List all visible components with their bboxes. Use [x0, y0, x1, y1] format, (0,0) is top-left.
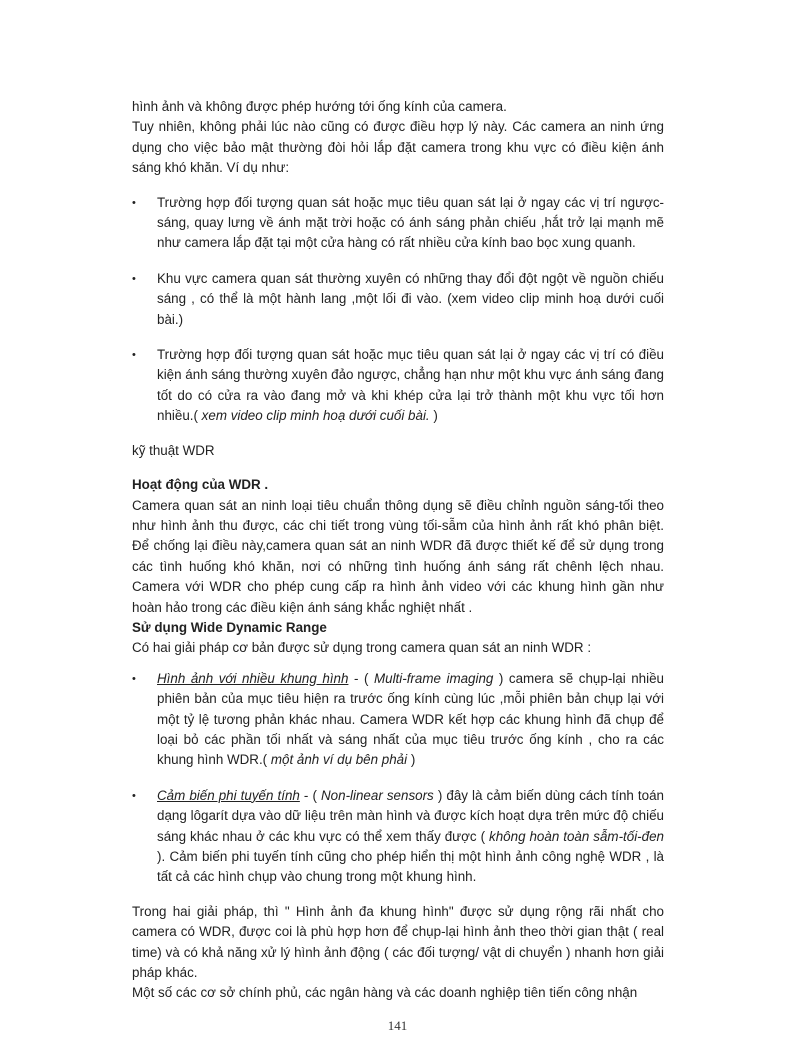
bullet-icon: •: [132, 789, 136, 802]
usage-heading: Sử dụng Wide Dynamic Range: [132, 619, 327, 635]
operation-body: Camera quan sát an ninh loại tiêu chuẩn thông dụng sẽ điều chỉnh nguồn sáng-tối theo như hình ảnh thu được, các chi tiết trong vùng tối-sẫm của hình ảnh rất khó phân biệt. Để chống lại điều này,camera quan sát an ninh WDR đã được thiết kế để sử dụng trong các tình huống khó khăn, nơi có những tình huống ánh sáng rất chênh lệch nhau. Camera với WDR cho phép cung cấp ra hình ảnh video với các khung hình gần như hoàn hảo trong các điều kiện ánh sáng khắc nghiệt nhất .: [132, 497, 664, 615]
solution-italic-note: không hoàn toàn sẫm-tối-đen: [489, 828, 664, 844]
usage-intro: Có hai giải pháp cơ bản được sử dụng trong camera quan sát an ninh WDR :: [132, 640, 592, 656]
list-item: [132, 345, 664, 427]
document-page: [132, 97, 664, 1004]
solution-italic-note: một ảnh ví dụ bên phải: [270, 752, 408, 768]
wdr-solutions-list: [132, 669, 664, 888]
list-item: [132, 669, 664, 771]
solution-english: Multi-frame imaging: [373, 670, 494, 686]
bullet-icon: •: [132, 272, 136, 285]
page-number: 141: [387, 1018, 408, 1033]
solution-sep: - (: [299, 787, 322, 803]
intro-line-1: hình ảnh và không được phép hướng tới ống kính của camera.: [132, 99, 507, 114]
case-text: Trường hợp đối tượng quan sát hoặc mục tiêu quan sát lại ở ngay các vị trí có điều kiện ánh sáng thường xuyên đảo ngược, chẳng hạn như một khu vực ánh sáng đang tốt do có cửa ra vào đang mở và khi khép cửa lại trở thành một khu vực tối hơn nhiều.(: [157, 347, 664, 424]
case-text: Trường hợp đối tượng quan sát hoặc mục tiêu quan sát lại ở ngay các vị trí ngược-sáng, quay lưng về ánh mặt trời hoặc có ánh sáng phản chiếu ,hắt trở lại mạnh mẽ như camera lắp đặt tại một cửa hàng có rất nhiều cửa kính bao bọc xung quanh.: [157, 194, 664, 251]
case-text: Khu vực camera quan sát thường xuyên có những thay đổi đột ngột về nguồn chiếu sáng , có thể là một hành lang ,một lối đi vào. (xem video clip minh hoạ dưới cuối bài.): [157, 270, 664, 327]
list-item: [132, 786, 664, 888]
operation-heading: Hoạt động của WDR .: [132, 477, 269, 493]
solution-term: Hình ảnh với nhiều khung hình: [157, 670, 349, 686]
solution-body: ) camera sẽ chụp-lại nhiều phiên bản của mục tiêu hiện ra trước ống kính cùng lúc ,mỗi phiên bản chụp lại với một tỷ lệ tương phản khác nhau. Camera WDR kết hợp các khung hình đã chụp để loại bỏ các phần tối nhất và sáng nhất của mục tiêu trước ống kính , cho ra các khung hình WDR.(: [157, 670, 664, 768]
solution-body: ) đây là cảm biến dùng cách tính toán dạng lôgarít dựa vào dữ liệu trên màn hình và được kích hoạt dựa trên mức độ chiếu sáng khác nhau ở các khu vực có thể xem thấy được (: [157, 787, 664, 844]
lighting-cases-list: [132, 193, 664, 427]
intro-paragraph: Tuy nhiên, không phải lúc nào cũng có được điều hợp lý này. Các camera an ninh ứng dụng cho việc bảo mật thường đòi hỏi lắp đặt camera trong khu vực có điều kiện ánh sáng khó khăn. Ví dụ như:: [132, 119, 664, 176]
closing-paragraph: Trong hai giải pháp, thì " Hình ảnh đa khung hình" được sử dụng rộng rãi nhất cho camera có WDR, được coi là phù hợp hơn để chụp-lại hình ảnh theo thời gian thật ( real time) và có khả năng xử lý hình ảnh động ( các đối tượng/ vật di chuyển ) nhanh hơn giải pháp khác.: [132, 903, 664, 981]
list-item: [132, 193, 664, 254]
solution-end: ): [407, 752, 416, 768]
case-tail: ): [429, 408, 438, 424]
bullet-icon: •: [132, 672, 136, 685]
wdr-label: kỹ thuật WDR: [132, 442, 215, 458]
solution-english: Non-linear sensors: [321, 787, 434, 803]
solution-end: ). Cảm biến phi tuyến tính cũng cho phép hiển thị một hình ảnh công nghệ WDR , là tất cả các hình chụp vào chung trong một khung hình.: [157, 849, 664, 885]
bullet-icon: •: [132, 349, 136, 362]
list-item: [132, 269, 664, 330]
closing-last-line: Một số các cơ sở chính phủ, các ngân hàng và các doanh nghiệp tiên tiến công nhận: [132, 985, 638, 1001]
solution-term: Cảm biến phi tuyến tính: [157, 787, 300, 803]
solution-sep: - (: [348, 670, 374, 686]
case-note: xem video clip minh hoạ dưới cuối bài.: [197, 408, 430, 424]
bullet-icon: •: [132, 196, 136, 209]
